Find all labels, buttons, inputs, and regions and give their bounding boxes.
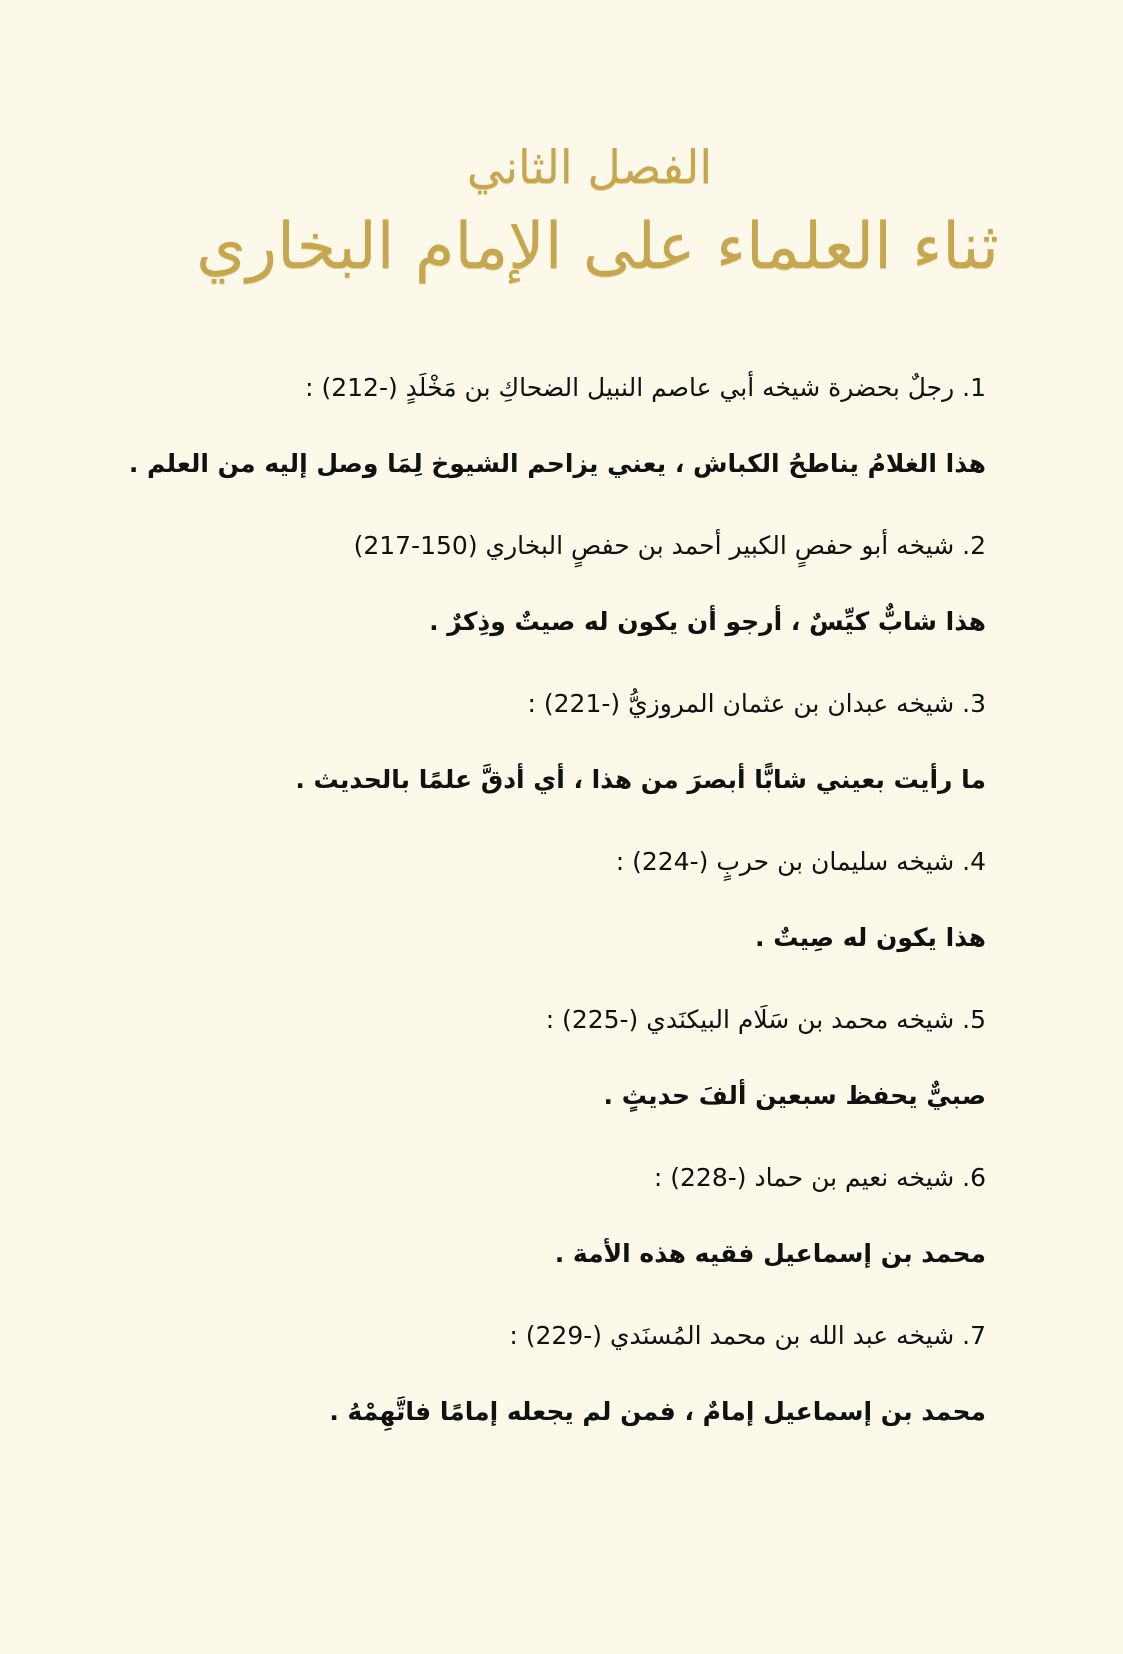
- entry-4: [106, 842, 986, 1000]
- entry-heading: 3. شيخه عبدان بن عثمان المروزيُّ (-221) :: [527, 689, 986, 718]
- entry-heading: 4. شيخه سليمان بن حربٍ (-224) :: [615, 847, 986, 876]
- entry-heading: 6. شيخه نعيم بن حماد (-228) :: [653, 1163, 986, 1192]
- chapter-label: الفصل الثاني: [466, 140, 713, 194]
- entry-3: [106, 684, 986, 842]
- entry-quote: محمد بن إسماعيل إمامٌ ، فمن لم يجعله إمامًا فاتَّهِمْهُ .: [329, 1397, 986, 1426]
- chapter-title: ثناء العلماء على الإمام البخاري: [196, 210, 999, 284]
- entry-quote: محمد بن إسماعيل فقيه هذه الأمة .: [554, 1239, 986, 1268]
- entry-quote: صبيٌّ يحفظ سبعين ألفَ حديثٍ .: [603, 1081, 986, 1110]
- entry-1: [106, 368, 986, 526]
- entry-heading: 2. شيخه أبو حفصٍ الكبير أحمد بن حفصٍ البخاري (150-217): [353, 531, 986, 560]
- entry-quote: هذا يكون له صِيتٌ .: [755, 923, 986, 952]
- testimonies-list: [106, 368, 986, 1474]
- entry-quote: ما رأيت بعيني شابًّا أبصرَ من هذا ، أي أدقَّ علمًا بالحديث .: [295, 765, 986, 794]
- entry-7: [106, 1316, 986, 1474]
- entry-heading: 1. رجلٌ بحضرة شيخه أبي عاصم النبيل الضحاكِ بن مَخْلَدٍ (-212) :: [305, 373, 986, 402]
- entry-6: [106, 1158, 986, 1316]
- entry-2: [106, 526, 986, 684]
- entry-quote: هذا شابٌّ كيِّسٌ ، أرجو أن يكون له صيتٌ وذِكرٌ .: [429, 607, 986, 636]
- entry-heading: 5. شيخه محمد بن سَلَام البيكنَدي (-225) :: [545, 1005, 986, 1034]
- entry-quote: هذا الغلامُ يناطحُ الكباش ، يعني يزاحم الشيوخ لِمَا وصل إليه من العلم .: [128, 449, 986, 478]
- entry-heading: 7. شيخه عبد الله بن محمد المُسنَدي (-229) :: [509, 1321, 986, 1350]
- entry-5: [106, 1000, 986, 1158]
